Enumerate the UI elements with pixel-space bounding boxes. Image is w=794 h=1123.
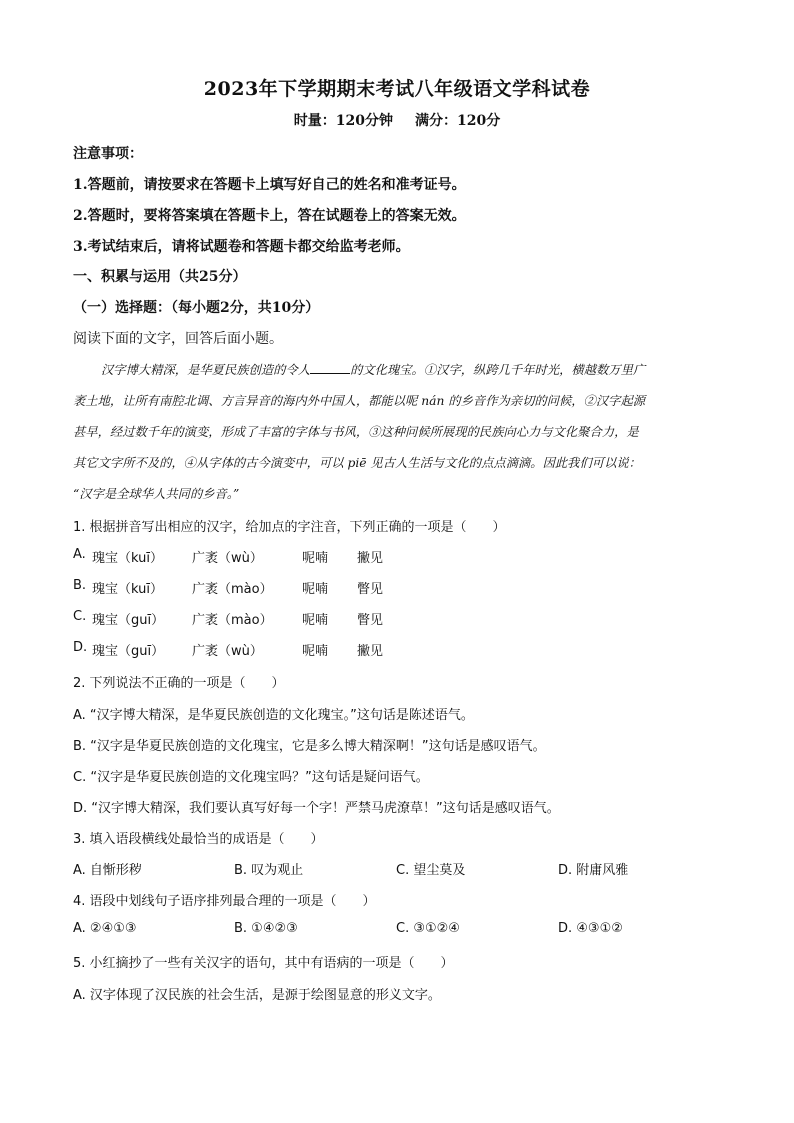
question-2-option-a: A. “汉字博大精深，是华夏民族创造的文化瑰宝。”这句话是陈述语气。 (73, 708, 474, 723)
question-5-stem: 5. 小红摘抄了一些有关汉字的语句，其中有语病的一项是（ ） (73, 956, 454, 971)
passage-line-4: 其它文字所不及的，④从字体的古今演变中，可以 piē 见古人生活与文化的点点滴滴。因此我们可以说： (73, 456, 641, 470)
full-score: 满分：120分 (415, 113, 501, 129)
notes-heading: 注意事项： (73, 146, 143, 162)
question-4-option-b: B. ①④②③ (234, 921, 298, 936)
option-item: 瑰宝（guī） (92, 644, 165, 659)
passage-line-3: 甚早，经过数千年的演变，形成了丰富的字体与书风，③这种问候所展现的民族向心力与文化聚合力，是 (73, 425, 639, 439)
question-2-stem: 2. 下列说法不正确的一项是（ ） (73, 676, 285, 691)
option-item: 撇见 (357, 644, 384, 659)
note-item-3: 3.考试结束后，请将试题卷和答题卡都交给监考老师。 (73, 239, 410, 255)
option-label: A. (73, 547, 86, 562)
question-4-stem: 4. 语段中划线句子语序排列最合理的一项是（ ） (73, 894, 376, 909)
option-label: C. (73, 609, 87, 624)
note-item-2: 2.答题时，要将答案填在答题卡上，答在试题卷上的答案无效。 (73, 208, 466, 224)
question-3-stem: 3. 填入语段横线处最恰当的成语是（ ） (73, 832, 324, 847)
time-limit: 时量：120分钟 (293, 113, 393, 129)
reading-instruction: 阅读下面的文字，回答后面小题。 (73, 331, 283, 347)
exam-meta (0, 110, 794, 130)
option-item: 瞥见 (357, 582, 384, 597)
option-item: 呢喃 (302, 551, 329, 566)
passage-line-2: 袤土地，让所有南腔北调、方言异音的海内外中国人，都能以呢 nán 的乡音作为亲切的问候，②汉字起源 (73, 394, 646, 408)
exam-title: 2023年下学期期末考试八年级语文学科试卷 (203, 78, 591, 100)
option-item: 广袤（wù） (192, 644, 263, 659)
question-2-option-b: B. “汉字是华夏民族创造的文化瑰宝，它是多么博大精深啊！”这句话是感叹语气。 (73, 739, 546, 754)
option-item: 瞥见 (357, 613, 384, 628)
question-2-option-d: D. “汉字博大精深，我们要认真写好每一个字！严禁马虎潦草！”这句话是感叹语气。 (73, 801, 560, 816)
passage-text: 的文化瑰宝。①汉字，纵跨几千年时光，横越数万里广 (350, 363, 646, 377)
question-3-option-b: B. 叹为观止 (234, 863, 304, 878)
answer-blank (310, 361, 350, 374)
question-5-option-a: A. 汉字体现了汉民族的社会生活，是源于绘图显意的形义文字。 (73, 988, 441, 1003)
option-item: 瑰宝（kuī） (92, 551, 163, 566)
option-label: D. (73, 640, 88, 655)
option-item: 呢喃 (302, 644, 329, 659)
option-item: 广袤（wù） (192, 551, 263, 566)
question-3-option-d: D. 附庸风雅 (558, 863, 629, 878)
option-item: 广袤（mào） (192, 613, 273, 628)
option-item: 瑰宝（guī） (92, 613, 165, 628)
option-item: 撇见 (357, 551, 384, 566)
question-4-option-d: D. ④③①② (558, 921, 623, 936)
question-3-option-a: A. 自惭形秽 (73, 863, 142, 878)
option-item: 广袤（mào） (192, 582, 273, 597)
passage-line-1 (101, 360, 749, 378)
subsection-heading: （一）选择题：（每小题2分，共10分） (73, 300, 320, 316)
question-1-stem: 1. 根据拼音写出相应的汉字，给加点的字注音，下列正确的一项是（ ） (73, 520, 506, 535)
option-item: 瑰宝（kuī） (92, 582, 163, 597)
option-item: 呢喃 (302, 582, 329, 597)
option-item: 呢喃 (302, 613, 329, 628)
note-item-1: 1.答题前，请按要求在答题卡上填写好自己的姓名和准考证号。 (73, 177, 466, 193)
question-4-option-c: C. ③①②④ (396, 921, 460, 936)
section-heading: 一、积累与运用（共25分） (73, 269, 247, 285)
question-2-option-c: C. “汉字是华夏民族创造的文化瑰宝吗？”这句话是疑问语气。 (73, 770, 429, 785)
passage-line-5: “汉字是全球华人共同的乡音。” (73, 487, 240, 501)
question-4-option-a: A. ②④①③ (73, 921, 137, 936)
passage-text: 汉字博大精深，是华夏民族创造的令人 (101, 363, 311, 377)
option-label: B. (73, 578, 87, 593)
question-3-option-c: C. 望尘莫及 (396, 863, 466, 878)
